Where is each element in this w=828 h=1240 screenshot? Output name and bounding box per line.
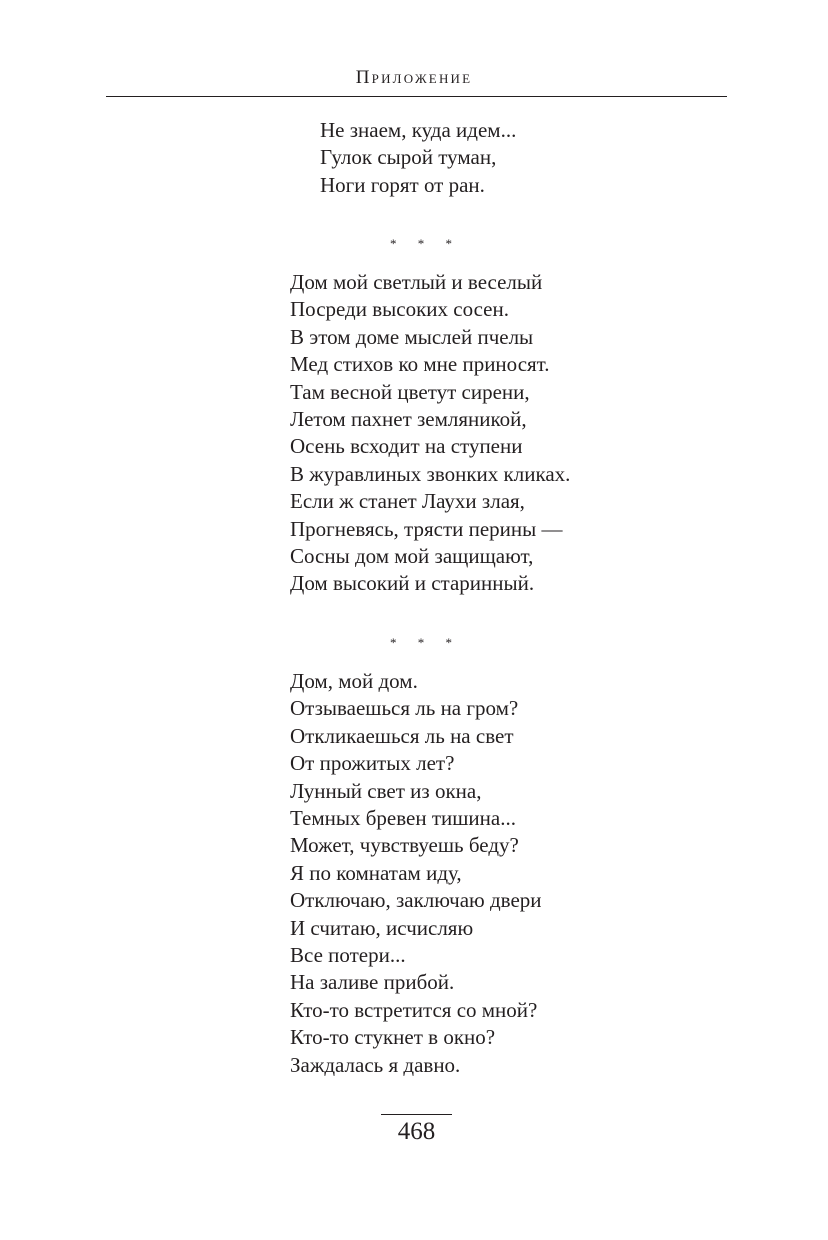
asterism-separator: * * *: [390, 236, 461, 251]
poem-stanza-1: [320, 117, 516, 199]
page-number: 468: [397, 1118, 436, 1145]
poem-line: От прожитых лет?: [290, 751, 455, 776]
poem-line: Осень всходит на ступени: [290, 434, 523, 459]
poem-line: Кто-то встретится со мной?: [290, 997, 538, 1022]
poem-line: Если ж станет Лаухи злая,: [290, 489, 525, 514]
poem-line: Сосны дом мой защищают,: [290, 544, 534, 569]
poem-line: Гулок сырой туман,: [320, 145, 497, 170]
poem-line: Отключаю, заключаю двери: [290, 888, 542, 913]
poem-line: Дом мой светлый и веселый: [290, 270, 543, 294]
running-head-title: Приложение: [355, 67, 473, 88]
poem-line: Летом пахнет земляникой,: [290, 407, 527, 432]
poem-line: Отзываешься ль на гром?: [290, 696, 519, 721]
poem-line: Кто-то стукнет в окно?: [290, 1025, 496, 1050]
poem-line: И считаю, исчисляю: [290, 915, 474, 940]
poem-line: Дом высокий и старинный.: [290, 571, 535, 596]
poem-line: Темных бревен тишина...: [290, 806, 516, 831]
folio-rule: [381, 1114, 452, 1115]
poem-line: В журавлиных звонких кликах.: [290, 461, 571, 486]
poem-line: Я по комнатам иду,: [290, 860, 462, 885]
poem-line: Ноги горят от ран.: [320, 172, 485, 197]
poem-line: Лунный свет из окна,: [290, 778, 482, 803]
poem-line: Заждалась я давно.: [290, 1052, 461, 1077]
poem-line: Мед стихов ко мне приносят.: [290, 352, 550, 377]
poem-line: На заливе прибой.: [290, 970, 455, 995]
poem-line: Посреди высоких сосен.: [290, 297, 509, 322]
poem-line: Там весной цветут сирени,: [290, 379, 530, 404]
poem-stanza-3: [290, 668, 542, 1079]
poem-line: Не знаем, куда идем...: [320, 118, 517, 142]
poem-line: Откликаешься ль на свет: [290, 723, 514, 748]
poem-line: Дом, мой дом.: [290, 669, 418, 693]
poem-line: Прогневясь, трясти перины —: [290, 516, 563, 541]
asterism-separator: * * *: [390, 635, 461, 650]
poem-stanza-2: [290, 269, 570, 598]
poem-line: Все потери...: [290, 943, 406, 968]
header-rule: [106, 96, 727, 97]
poem-line: Может, чувствуешь беду?: [290, 833, 519, 858]
poem-line: В этом доме мыслей пчелы: [290, 324, 534, 349]
